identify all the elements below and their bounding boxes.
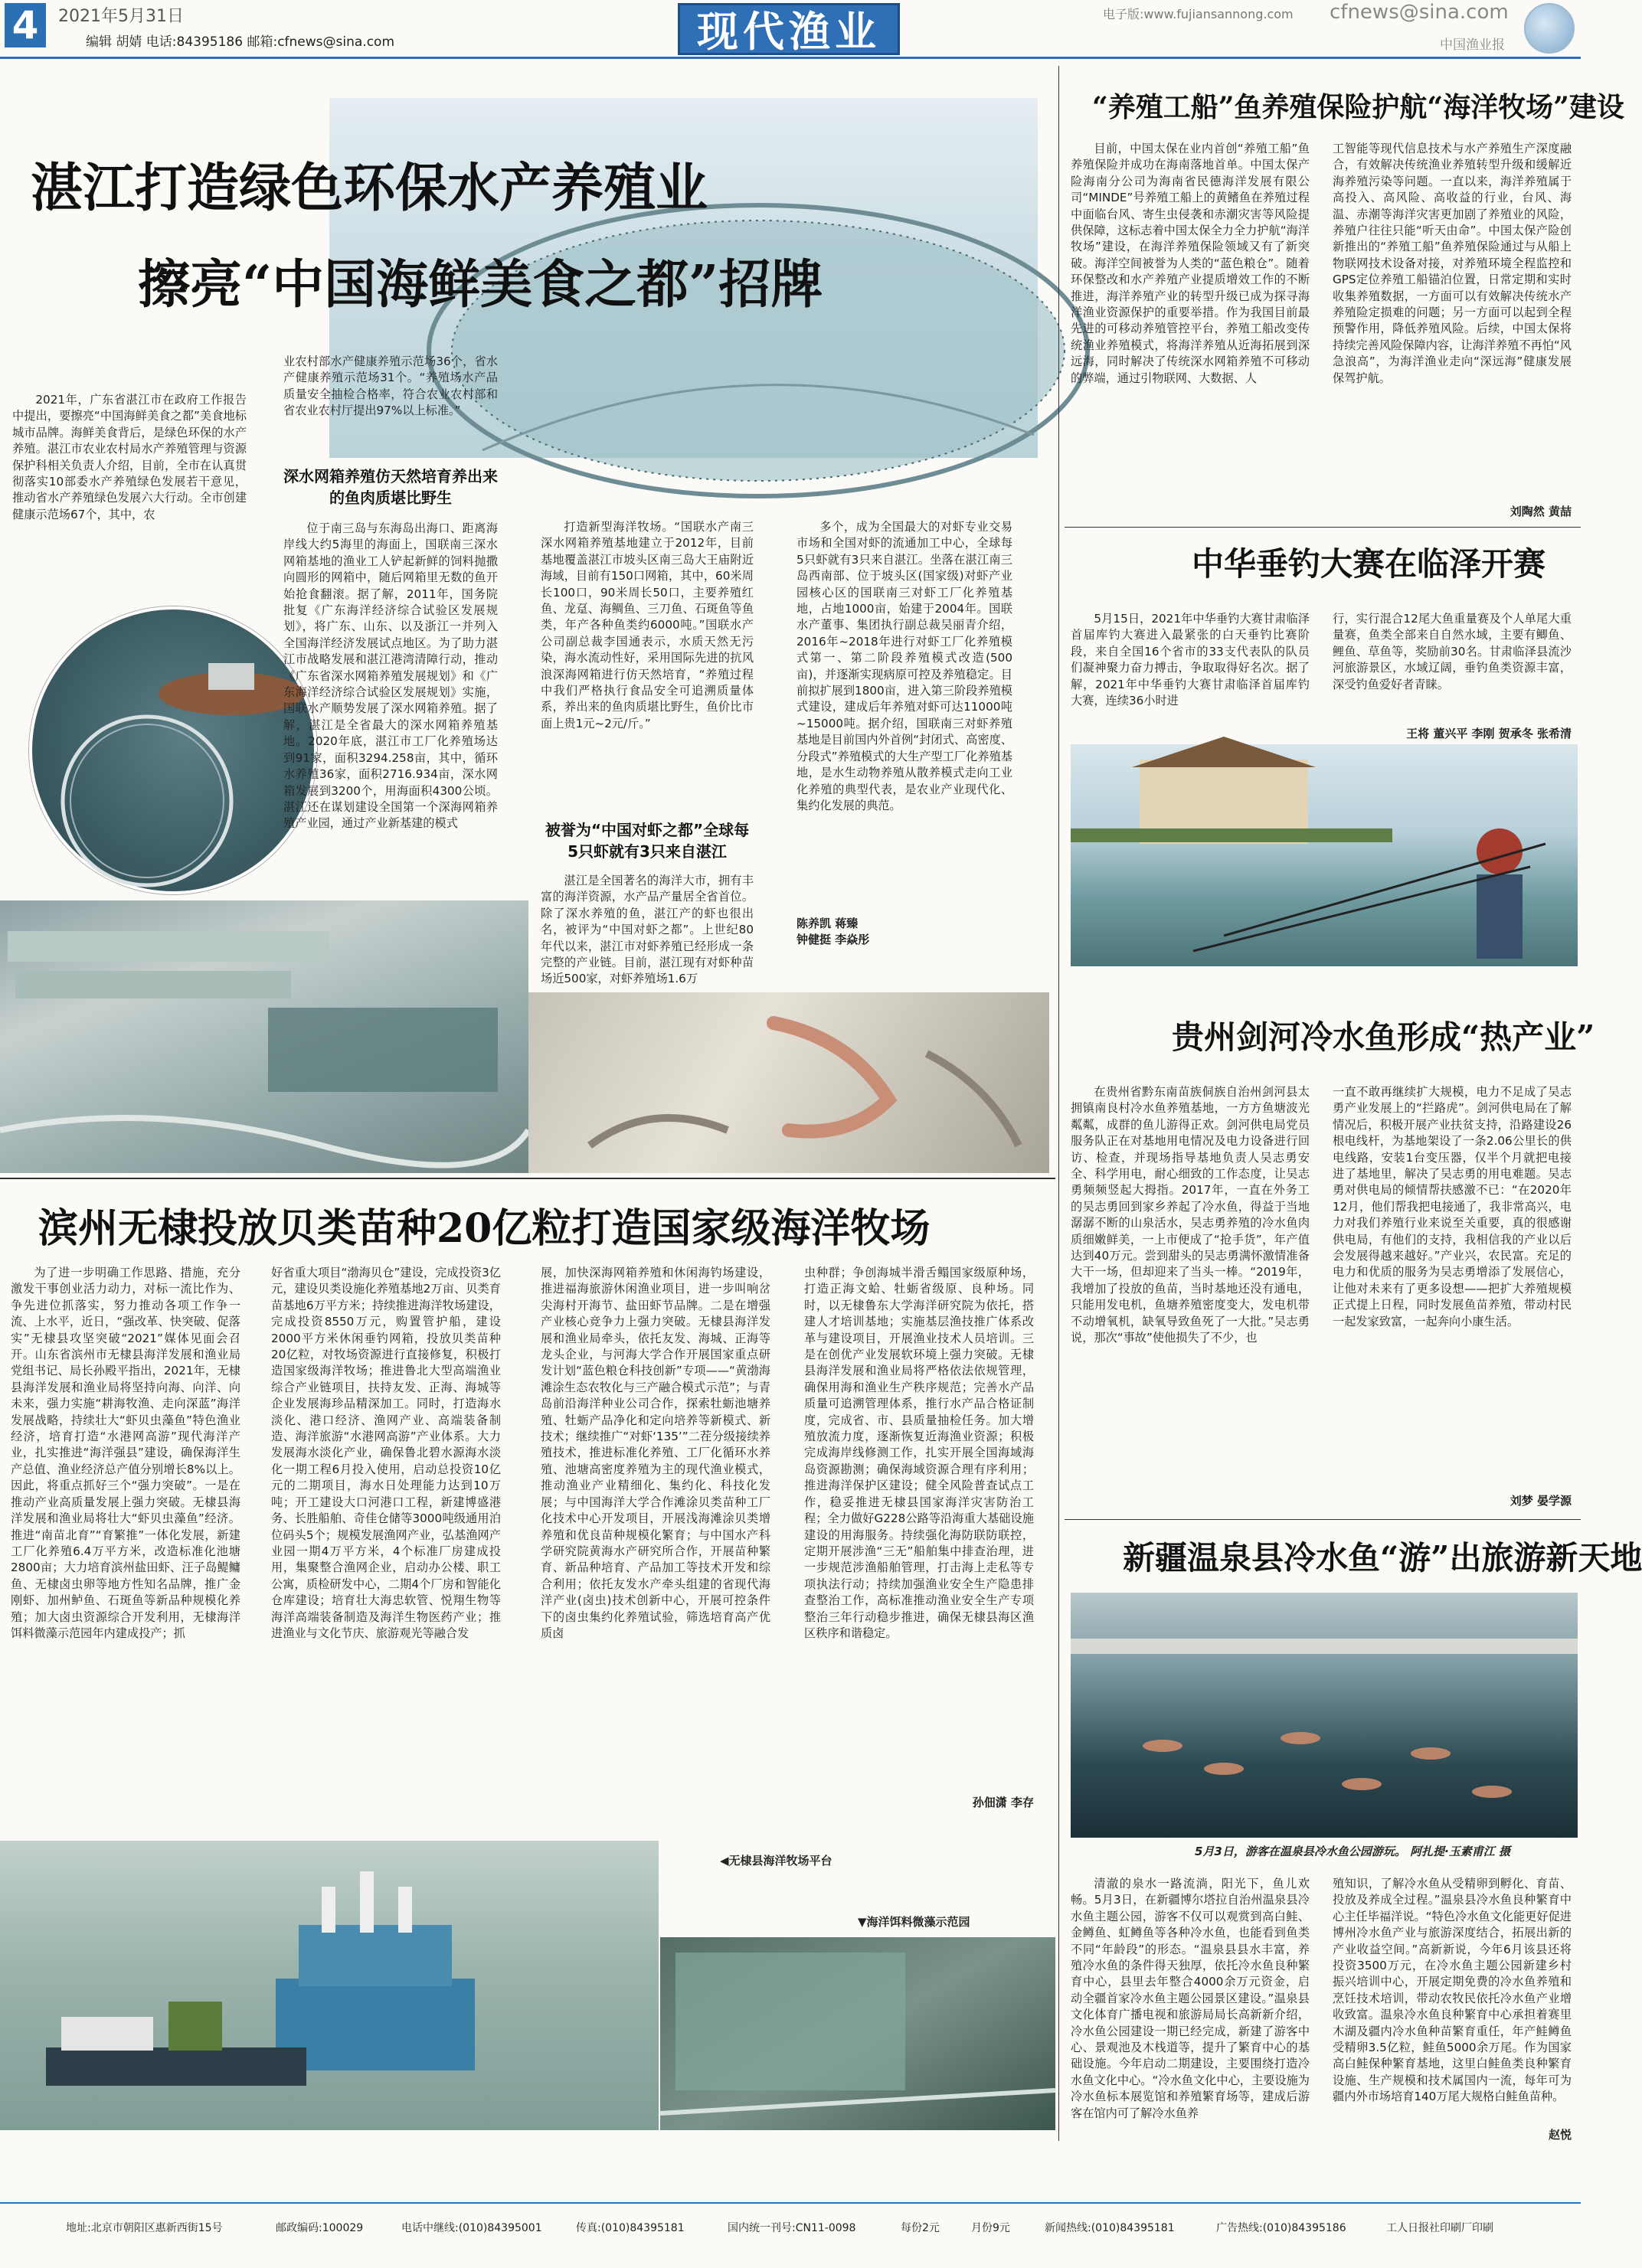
fishing-drawing bbox=[1071, 744, 1578, 966]
xinjiang-col2: 殖知识，了解冷水鱼从受精卵到孵化、育苗、投放及养成全过程。”温泉县冷水鱼良种繁育中心主任毕福洋说。“特色冷水鱼文化能更好促进博州冷水鱼产业与旅游深度结合，拓展出新的产业收益空间。”高新新说，今年6月该县还将投资3500万元，在冷水鱼主题公园新建乡村振兴培训中心，开展定期免费的冷水鱼养殖和烹饪技术培训，带动农牧民依托冷水鱼产业增收致富。温泉冷水鱼良种繁育中心承担着赛里木湖及疆内冷水鱼种苗繁育重任，年产鲑鳟鱼受精卵3.5亿粒，鲑鱼5000余万尾。作为国家高白鲑保种繁育基地，这里白鲑鱼类良种繁育设施、生产规模和技术属国内一流，每年可为疆内外市场培育140万尾大规格白鲑鱼苗种。 bbox=[1333, 1877, 1572, 2104]
page-number: 4 bbox=[5, 3, 46, 47]
guizhou-col2: 一直不敢再继续扩大规模，电力不足成了吴志勇产业发展上的“拦路虎”。剑河供电局在了解情况后，积极开展产业扶贫支持，沿路建设26根电线杆，为基地架设了一条2.06公里长的供电线路，安装1台变压器，仅半个月就把电接进了基地里，解决了吴志勇的用电难题。吴志勇对供电局的倾情帮扶感激不已：“在2020年12月，他们帮我把电接通了，我非常高兴，电力对我们养殖行业来说至关重要，真的很感谢供电局，有他们的支持，我相信我的产业以后会发展得越来越好。”产业兴，农民富。充足的电力和优质的服务为吴志勇增添了发展信心，让他对未来有了更多设想——把扩大养殖规模正式提上日程，同时发展鱼苗养殖，带动村民一起发家致富，一起奔向小康生活。 bbox=[1333, 1085, 1572, 1328]
footer-postcode: 邮政编码:100029 bbox=[276, 2222, 364, 2234]
zhanjiang-byline: 陈养凯 蒋臻 钟健挺 李焱彤 bbox=[796, 917, 870, 946]
binzhou-caption-2: ▼海洋饵料微藻示范园 bbox=[858, 1915, 970, 1929]
footer-ad-phone: 广告热线:(010)84395186 bbox=[1216, 2222, 1346, 2234]
section-title: 现代渔业 bbox=[678, 3, 900, 55]
footer-price: 每份2元 bbox=[901, 2222, 940, 2234]
binzhou-col3: 展，加快深海网箱养殖和休闲海钓场建设，推进福海旅游休闲渔业项目，进一步叫响岔尖海村开海节、盐田虾节品牌。二是在增强产业核心竞争力上强力突破。无棣县海洋发展和渔业局牵头，依托友发、海城、正海等龙头企业，与河海大学合作开展国家重点研发计划“蓝色粮仓科技创新”专项——“黄渤海滩涂生态农牧化与三产融合模式示范”；与青岛前沿海洋种业公司合作，探索牡蛎池塘养殖、牡蛎产品净化和定向培养等新模式、新技术；继续推广“对虾‘135’”二茬分级接续养殖技术，推进标准化养殖、工厂化循环水养殖、池塘高密度养殖为主的现代渔业模式，推动渔业产业精细化、集约化、科技化发展；与中国海洋大学合作滩涂贝类苗种工厂化技术中心开发项目，开展浅海滩涂贝类增养殖和优良苗种规模化繁育；与中国水产科学研究院黄海水产研究所合作，开展苗种繁育、新品种培育、产品加工等技术开发和综合利用；依托友发水产牵头组建的省现代海洋产业(卤虫)技术创新中心，开展可控条件下的卤虫集约化养殖试验，筛选培育高产优质卤 bbox=[541, 1266, 770, 1640]
binzhou-byline: 孙佃潇 李存 bbox=[972, 1796, 1034, 1809]
xinjiang-byline: 赵悦 bbox=[1548, 2128, 1572, 2142]
fishing-byline: 王将 董兴平 李刚 贺承冬 张希清 bbox=[1406, 727, 1572, 740]
ocean-platform-photo bbox=[0, 1841, 659, 2130]
microalgae-drawing bbox=[660, 1937, 1055, 2130]
binzhou-col2: 好省重大项目“渤海贝仓”建设，完成投资3亿元，建设贝类设施化养殖基地2万亩、贝类育苗基地6万平方米；持续推进海洋牧场建设，完成投资8550万元，购置管护船，建设2000平方米休闲垂钓网箱，投放贝类苗种20亿粒，对牧场资源进行直接修复，积极打造国家级海洋牧场；推进鲁北大型高端渔业综合产业链项目，扶持友发、正海、海城等企业发展海珍品精深加工。同时，打造海水淡化、港口经济、渔网产业、高端装备制造、海洋旅游“水港网高游”产业体系。大力发展海水淡化产业，确保鲁北碧水源海水淡化一期工程6月投入使用，启动总投资10亿元的二期项目，海水日处理能力达到10万吨；开工建设大口河港口工程，新建博盛港务、长胜船舶、奇佳仓储等3000吨级通用泊位码头5个；规模发展渔网产业，弘基渔网产业园一期4万平方米，4个标准厂房建成投用，集聚整合渔网企业，启动办公楼、职工公寓，质检研发中心，二期4个厂房和智能化仓库建设；培育壮大海忠软管、悦翔生物等海洋高端装备制造及海洋生物医药产业；推进渔业与文化节庆、旅游观光等融合发 bbox=[271, 1266, 501, 1640]
insurance-col1: 目前，中国太保在业内首创“养殖工船”鱼养殖保险并成功在海南落地首单。中国太保产险海南分公司为海南省民德海洋发展有限公司“MINDE”号养殖工船上的黄鳍鱼在养殖过程中面临台风、寄生虫侵袭和赤潮灾害等风险提供保障，这标志着中国太保全力全力护航“海洋牧场”建设，在海洋养殖保险领域又有了新突破。海洋空间被誉为人类的“蓝色粮仓”。随着环保整改和水产养殖产业提质增效工作的不断推进，海洋养殖产业的转型升级已成为探寻海洋渔业资源保护的重要举措。作为我国目前最先进的可移动养殖管控平台，养殖工船改变传统渔业养殖模式，将海洋养殖从近海拓展到深远海，同时解决了传统深水网箱养殖不可移动的弊端，通过引物联网、大数据、人 bbox=[1071, 142, 1310, 385]
zhanjiang-col3: 打造新型海洋牧场。“国联水产南三深水网箱养殖基地建立于2012年，目前基地覆盖湛江市坡头区南三岛大王庙附近海域，目前有150口网箱，其中，60米周长100口，90米周长50口，主要养殖红鱼、龙趸、海鲷鱼、三刀鱼、石斑鱼等鱼类，年产各种鱼类约6000吨。”国联水产公司副总裁李国通表示，水质天然无污染，海水流动性好，采用国际先进的抗风浪深海网箱进行仿天然培育，“养殖过程中我们严格执行食品安全可追溯质量体系，养出来的鱼肉质堪比野生，鱼价比市面上贵1元~2元/斤。” bbox=[541, 520, 754, 730]
fish-pool-drawing bbox=[1071, 1593, 1578, 1838]
xinjiang-caption: 5月3日，游客在温泉县冷水鱼公园游玩。 阿扎提·玉素甫江 摄 bbox=[1195, 1845, 1511, 1858]
header-email[interactable]: cfnews@sina.com bbox=[1330, 1, 1509, 24]
fish-cage-circle-photo bbox=[29, 606, 317, 894]
fishing-col2: 行，实行混合12尾大鱼重量赛及个人单尾大重量赛，鱼类全部来自自然水域，主要有鲫鱼、鲤鱼、草鱼等，奖励前30名。甘肃临泽县流沙河旅游景区，水域辽阔，垂钓鱼类资源丰富，深受钓鱼爱好者青睐。 bbox=[1333, 612, 1572, 691]
xinjiang-title: 新疆温泉县冷水鱼“游”出旅游新天地 bbox=[1123, 1539, 1642, 1577]
footer-cn: 国内统一刊号:CN11-0098 bbox=[728, 2222, 856, 2234]
fishing-col1: 5月15日，2021年中华垂钓大赛甘肃临泽首届库钓大赛进入最紧张的白天垂钓比赛阶段，来自全国16个省市的33支代表队的队员们凝神聚力奋力搏击，争取取得好名次。据了解，2021年中华垂钓大赛甘肃临泽首届库钓大赛，连续36小时进 bbox=[1071, 612, 1310, 708]
binzhou-col1: 为了进一步明确工作思路、措施，充分激发干事创业活力动力，对标一流比作为、争先进位抓落实，努力推动各项工作争一流、上水平，近日，“强改革、快突破、促落实”无棣县攻坚突破“2021”媒体见面会召开。山东省滨州市无棣县海洋发展和渔业局党组书记、局长孙殿平指出，2021年，无棣县海洋发展和渔业局将坚持向海、向洋、向未来，强力实施“耕海牧渔、走向深蓝”海洋发展战略，持续壮大“虾贝虫藻鱼”特色渔业经济，培育打造“水港网高游”现代海洋产业，扎实推进“海洋强县”建设，确保海洋生产总值、渔业经济总产值分别增长8%以上。因此，将重点抓好三个“强力突破”。一是在推动产业高质量发展上强力突破。无棣县海洋发展和渔业局将壮大“虾贝虫藻鱼”经济。推进“南苗北育”“育繁推”一体化发展，新建工厂化养殖6.4万平方米，改造标准化池塘2800亩；大力培育滨州盐田虾、汪子岛鳀鳙鱼、无棣卤虫卵等地方性知名品牌，推广金刚虾、加州鲈鱼、石斑鱼等新品种规模化养殖；加大卤虫资源综合开发利用，无棣海洋饵料微藻示范园年内建成投产；抓 bbox=[11, 1266, 240, 1640]
zhanjiang-col4: 多个，成为全国最大的对虾专业交易市场和全国对虾的流通加工中心，全球每5只虾就有3只来自湛江。坐落在湛江南三岛西南部、位于坡头区(国家级)对虾产业园核心区的国联南三对虾工厂化养殖基地，占地1000亩，始建于2004年。国联水产董事、集团执行副总裁吴丽青介绍，2016年~2018年进行对虾工厂化养殖模式第一、第二阶段养殖模式改造(500亩)，并逐渐实现病原可控及养殖稳定。目前拟扩展到1800亩，进入第三阶段养殖模式建设，建成后年养殖对虾可达11000吨~15000吨。据介绍，国联南三对虾养殖基地是目前国内外首例“封闭式、高密度、分段式”养殖模式的大生产型工厂化养殖基地，是水生动物养殖从散养模式走向工业化养殖的典型代表，是农业产业现代化、集约化发展的典范。 bbox=[796, 520, 1012, 812]
footer-rule bbox=[0, 2202, 1581, 2204]
footer-phone: 电话中继线:(010)84395001 bbox=[401, 2222, 542, 2234]
zhanjiang-subhead-2: 被誉为“中国对虾之都”全球每5只虾就有3只来自湛江 bbox=[545, 821, 750, 861]
footer-printer: 工人日报社印刷厂印刷 bbox=[1386, 2222, 1493, 2234]
editor-info: 编辑 胡婧 电话:84395186 邮箱:cfnews@sina.com bbox=[86, 34, 395, 50]
fishing-contest-photo bbox=[1071, 744, 1578, 966]
footer-monthly: 月份9元 bbox=[971, 2222, 1010, 2234]
binzhou-title: 滨州无棣投放贝类苗种20亿粒打造国家级海洋牧场 bbox=[38, 1205, 931, 1252]
insurance-byline: 刘陶然 黄喆 bbox=[1510, 505, 1572, 518]
footer-bar bbox=[0, 2221, 1581, 2251]
guizhou-col1: 在贵州省黔东南苗族侗族自治州剑河县太拥镇南良村冷水鱼养殖基地，一方方鱼塘波光粼粼，成群的鱼儿游得正欢。剑河供电局党员服务队正在对基地用电情况及电力设备进行回访、检查，并现场指导基地负责人吴志勇安全、科学用电，耐心细致的工作态度，让吴志勇频频竖起大拇指。2017年，一直在外务工的吴志勇回到家乡养起了冷水鱼，得益于当地潺潺不断的山泉活水，吴志勇养殖的冷水鱼肉质细嫩鲜美，一上市便成了“抢手货”，年产值达到40万元。尝到甜头的吴志勇满怀激情准备大干一场，但却迎来了当头一棒。“2019年，我增加了投放的鱼苗，当时基地还没有通电，只能用发电机，鱼塘养殖密度变大，发电机带不动增氧机，缺氧导致鱼死了一大批。”吴志勇说，那次“事故”使他损失了不少，也 bbox=[1071, 1085, 1310, 1345]
xinjiang-col1: 清澈的泉水一路流淌，阳光下，鱼儿欢畅。5月3日，在新疆博尔塔拉自治州温泉县冷水鱼主题公园，游客不仅可以观赏到高白鲑、金鳟鱼、虹鳟鱼等各种冷水鱼，也能看到鱼类不同“年龄段”的形态。“温泉县县水丰富，养殖冷水鱼的条件得天独厚，依托冷水鱼良种繁育中心，县里去年整合4000余万元资金，启动全疆首家冷水鱼主题公园景区建设。”温泉县文化体育广播电视和旅游局局长高新新介绍，冷水鱼公园建设一期已经完成，新建了游客中心、景观池及木栈道等，提升了繁育中心的基础设施。今年启动二期建设，主要围绕打造冷水鱼文化中心。“冷水鱼文化中心，主要设施为冷水鱼标本展览馆和养殖繁育场等，建成后游客在馆内可了解冷水鱼养 bbox=[1071, 1877, 1310, 2120]
brand-name: 中国渔业报 bbox=[1440, 38, 1505, 53]
fishing-top-rule bbox=[1065, 527, 1581, 528]
binzhou-col4: 虫种群；争创海城半滑舌鳎国家级原种场，打造正海文蛤、牡蛎省级原、良种场。同时，以无棣鲁东大学海洋研究院为依托，搭建人才培训基地；实施基层渔技推广体系改革与建设项目，开展渔业技术人员培训。三是在创优产业发展软环境上强力突破。无棣县海洋发展和渔业局将严格依法依规管理，确保用海和渔业生产秩序规范；完善水产品质量可追溯管理体系，推行水产品合格证制度，完成省、市、县质量抽检任务。加大增殖放流力度，逐渐恢复近海渔业资源；积极完成海岸线修测工作，扎实开展全国海域海岛资源勘测；确保海域资源合理有序利用；推进海洋保护区建设；健全风险普查试点工作，稳妥推进无棣县国家海洋灾害防治工程；全力做好G228公路等沿海重大基础设施建设的用海服务。持续强化海防联防联控，定期开展涉渔“三无”船舶集中排查治理，进一步规范涉渔船舶管理，打击海上走私等专项执法行动；持续加强渔业安全生产隐患排查整治工作，高标准推动渔业安全生产专项整治三年行动稳步推进，确保无棣县海区渔区秩序和谐稳定。 bbox=[804, 1266, 1034, 1640]
column-divider-vertical bbox=[1058, 66, 1059, 2141]
footer-news-phone: 新闻热线:(010)84395181 bbox=[1045, 2222, 1175, 2234]
xinjiang-top-rule bbox=[1065, 1519, 1581, 1520]
shrimp-drawing bbox=[528, 992, 1049, 1173]
issue-date: 2021年5月31日 bbox=[58, 7, 184, 26]
microalgae-park-photo bbox=[660, 1937, 1055, 2130]
footer-fax: 传真:(010)84395181 bbox=[576, 2222, 685, 2234]
zhanjiang-col1: 2021年，广东省湛江市在政府工作报告中提出，要擦亮“中国海鲜美食之都”美食地标城市品牌。海鲜美食背后，是绿色环保的水产养殖。湛江市农业农村局水产养殖管理与资源保护科相关负责人介绍，目前，全市在认真贯彻落实10部委水产养殖绿色发展若干意见，推动省水产养殖绿色发展六大行动。全市创建健康示范场67个，其中，农 bbox=[12, 393, 247, 521]
aquaculture-ponds-photo bbox=[0, 900, 528, 1173]
binzhou-caption-1: ◀无棣县海洋牧场平台 bbox=[720, 1854, 832, 1868]
cold-water-fish-photo bbox=[1071, 1593, 1578, 1838]
footer-address: 地址:北京市朝阳区惠新西街15号 bbox=[66, 2222, 223, 2234]
boat-drawing bbox=[32, 609, 314, 891]
zhanjiang-title-line1: 湛江打造绿色环保水产养殖业 bbox=[31, 158, 708, 219]
insurance-col2: 工智能等现代信息技术与水产养殖生产深度融合，有效解决传统渔业养殖转型升级和缓解近海养殖污染等问题。一直以来，海洋养殖属于高投入、高风险、高收益的行业，台风、海温、赤潮等海洋灾害更加剧了养殖业的风险，养殖户往往只能“听天由命”。中国太保产险创新推出的“养殖工船”鱼养殖保险通过与从船上物联网技术设备对接，对养殖环境全程监控和GPS定位养殖工船锚泊位置，日常定期和实时收集养殖数据，一方面可以有效解决传统水产养殖险定损难的问题；另一方面可以起到全程预警作用，降低养殖风险。后续，中国太保将持续完善风险保障内容，让海洋养殖不再怕“风急浪高”，为海洋渔业走向“深远海”健康发展保驾护航。 bbox=[1333, 142, 1572, 385]
epaper-url[interactable]: 电子版:www.fujiansannong.com bbox=[1103, 7, 1294, 21]
brand-logo-icon bbox=[1524, 3, 1575, 54]
insurance-title: “养殖工船”鱼养殖保险护航“海洋牧场”建设 bbox=[1092, 91, 1624, 123]
zhanjiang-col3b: 湛江是全国著名的海洋大市，拥有丰富的海洋资源，水产品产量居全省首位。除了深水养殖的鱼，湛江产的虾也很出名，被评为“中国对虾之都”。上世纪80年代以来，湛江市对虾养殖已经形成一条完整的产业链。目前，湛江现有对虾种苗场近500家，对虾养殖场1.6万 bbox=[541, 874, 754, 986]
binzhou-top-rule bbox=[0, 1178, 1055, 1179]
header-rule bbox=[0, 57, 1581, 59]
ponds-drawing bbox=[0, 900, 528, 1173]
zhanjiang-subhead-1: 深水网箱养殖仿天然培育养出来的鱼肉质堪比野生 bbox=[283, 467, 498, 507]
zhanjiang-title-line2: 擦亮“中国海鲜美食之都”招牌 bbox=[138, 254, 823, 315]
shrimp-photo bbox=[528, 992, 1049, 1173]
guizhou-title: 贵州剑河冷水鱼形成“热产业” bbox=[1172, 1018, 1595, 1056]
guizhou-byline: 刘梦 晏学源 bbox=[1510, 1494, 1572, 1508]
zhanjiang-col2-body: 位于南三岛与东海岛出海口、距离海岸线大约5海里的海面上，国联南三深水网箱基地的渔业工人铲起新鲜的饲料抛撒向圆形的网箱中，随后网箱里无数的鱼开始抢食翻滚。据了解，2011年，国务院批复《广东海洋经济综合试验区发展规划》，将广东、山东、以及浙江一并列入全国海洋经济发展试点地区。为了助力湛江市战略发展和湛江港湾清障行动，推动《广东省深水网箱养殖发展规划》和《广东海洋经济综合试验区发展规划》实施，国联水产顺势发展了深水网箱养殖。据了解，湛江是全省最大的深水网箱养殖基地。2020年底，湛江市工厂化养殖场达到91家，面积3294.258亩，其中，循环水养殖36家，面积2716.934亩，深水网箱发展到3200个，用海面积4300公顷。湛江还在谋划建设全国第一个深海网箱养殖产业园，通过产业新基建的模式 bbox=[283, 521, 498, 831]
fishing-title: 中华垂钓大赛在临泽开赛 bbox=[1192, 545, 1546, 583]
platform-drawing bbox=[0, 1841, 659, 2130]
zhanjiang-col2-top: 业农村部水产健康养殖示范场36个，省水产健康养殖示范场31个。“养殖场水产品质量安全抽检合格率，符合农业农村部和省农业农村厅提出97%以上标准。” bbox=[283, 355, 498, 418]
